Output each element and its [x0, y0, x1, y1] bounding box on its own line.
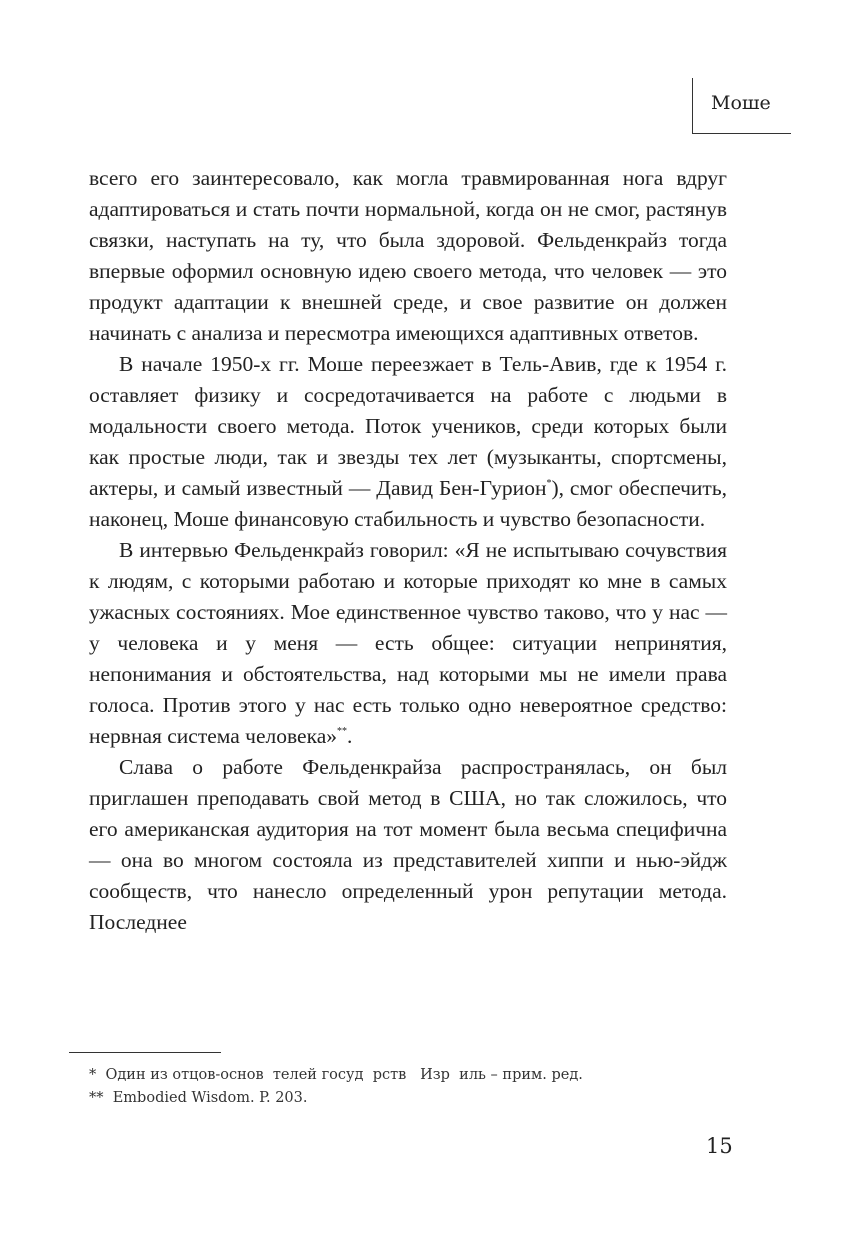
- body-text: [89, 163, 727, 938]
- paragraph-3-text-a: В интервью Фельденкрайз говорил: «Я не испытываю сочувствия к людям, с которыми работаю и которые приходят ко мне в самых ужасных состояниях. Мое единственное чувство таково, что у нас — у человека и у меня — есть общее: ситуации непринятия, непонимания и обстоятельства, над которыми мы не имели права голоса. Против этого у нас есть только одно невероятное средство: нервная система человека»: [89, 538, 727, 748]
- running-head: [692, 78, 791, 134]
- footnote-marker-2[interactable]: **: [337, 726, 347, 737]
- footnote-2: ** Embodied Wisdom. P. 203.: [89, 1090, 308, 1106]
- page-number: 15: [706, 1134, 733, 1158]
- footnote-1: * Один из отцов-основ телей госуд рств Изр иль – прим. ред.: [89, 1067, 583, 1083]
- paragraph-3: [89, 535, 727, 752]
- paragraph-1: всего его заинтересовало, как могла травмированная нога вдруг адаптироваться и стать почти нормальной, когда он не смог, растянув связки, наступать на ту, что была здоровой. Фельденкрайз тогда впервые оформил основную идею своего метода, что человек — это продукт адаптации к внешней среде, и свое развитие он должен начинать с анализа и пересмотра имеющихся адаптивных ответов.: [89, 166, 727, 345]
- paragraph-2-text-a: В начале 1950-х гг. Моше переезжает в Тель-Авив, где к 1954 г. оставляет физику и сосредотачивается на работе с людьми в модальности своего метода. Поток учеников, среди которых были как простые люди, так и звезды тех лет (музыканты, спортсмены, актеры, и самый известный — Давид Бен-Гурион: [89, 352, 727, 500]
- footnote-marker-1[interactable]: *: [546, 478, 552, 489]
- running-head-title: Моше: [711, 92, 771, 114]
- footnotes: [89, 1064, 729, 1110]
- footnote-divider: [69, 1052, 221, 1053]
- paragraph-3-text-b: .: [347, 724, 353, 748]
- paragraph-4: Слава о работе Фельденкрайза распространялась, он был приглашен преподавать свой метод в США, но так сложилось, что его американская аудитория на тот момент была весьма специфична — она во многом состояла из представителей хиппи и нью-эйдж сообществ, что нанесло определенный урон репутации метода. Последнее: [89, 755, 727, 934]
- paragraph-2: [89, 349, 727, 535]
- paragraph-2-text-b: ), смог обеспечить, наконец, Моше финансовую стабильность и чувство безопасности.: [89, 476, 728, 531]
